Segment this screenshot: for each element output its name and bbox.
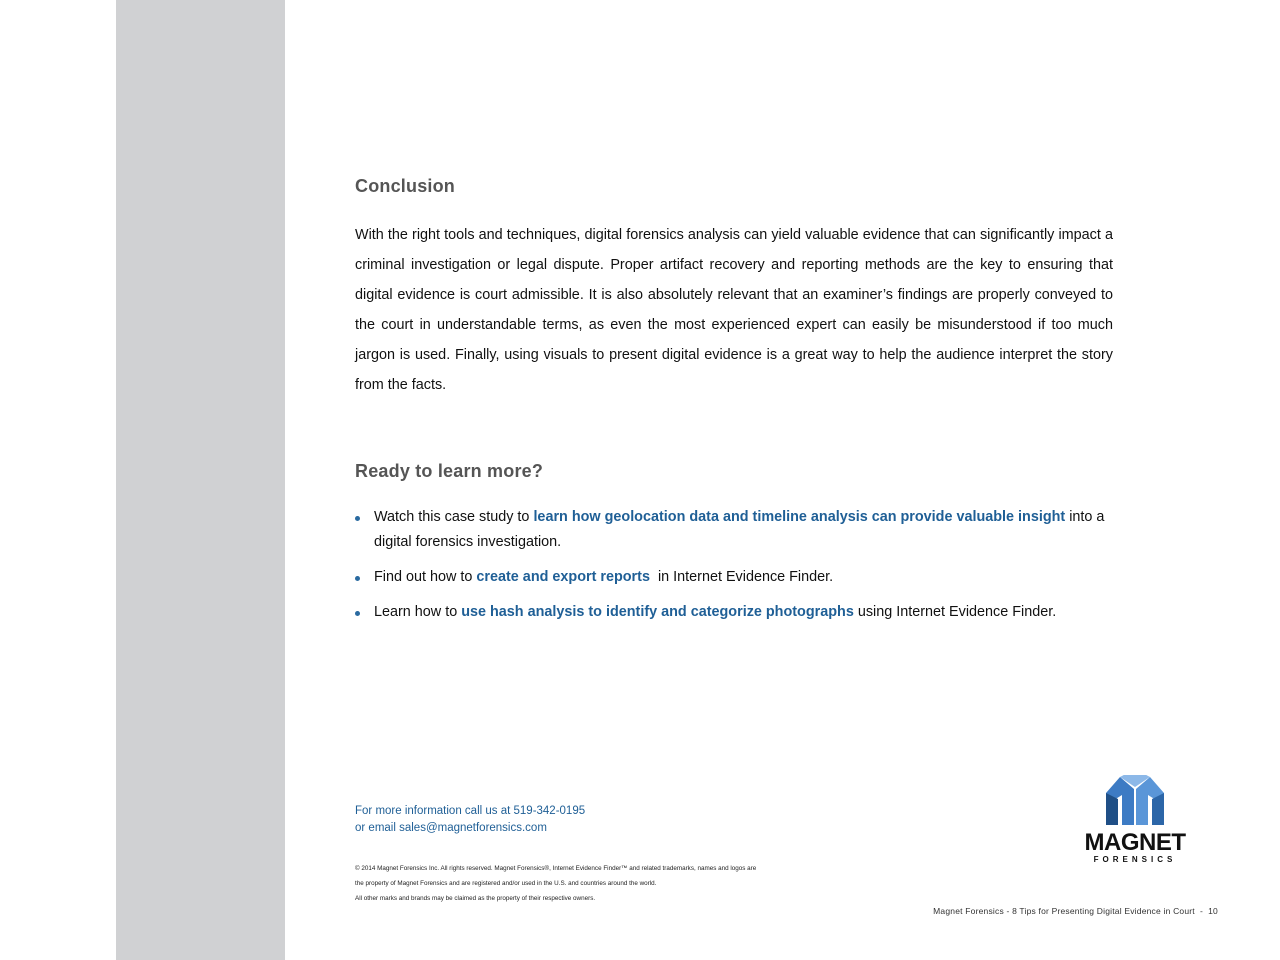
learn-more-list — [355, 505, 1115, 635]
magnet-forensics-logo — [1084, 775, 1186, 867]
bullet-icon — [355, 611, 360, 616]
conclusion-heading: Conclusion — [355, 176, 455, 196]
contact-info — [355, 803, 585, 837]
export-reports-link[interactable]: create and export reports — [476, 569, 650, 585]
page-footer: Magnet Forensics - 8 Tips for Presenting Digital Evidence in Court - 10 — [933, 906, 1218, 916]
logo-wordmark: MAGNET — [1084, 829, 1186, 856]
bullet-icon — [355, 576, 360, 581]
list-item: Find out how to create and export reports in Internet Evidence Finder. — [355, 565, 1115, 590]
hash-analysis-link[interactable]: use hash analysis to identify and categorize photographs — [461, 604, 854, 620]
legal-notice: © 2014 Magnet Forensics Inc. All rights reserved. Magnet Forensics®, Internet Evidence Finder™ and related trademarks, names and logos are the property of Magnet Forensics and are registered and/or used in the U.S. and countries around the world. All other marks and brands may be claimed as the property of their respective owners. — [355, 865, 757, 902]
geolocation-case-study-link[interactable]: learn how geolocation data and timeline analysis can provide valuable insight — [533, 509, 1066, 525]
bullet-icon — [355, 516, 360, 521]
magnet-m-icon — [1084, 775, 1186, 831]
list-item: Learn how to use hash analysis to identify and categorize photographs using Internet Evidence Finder. — [355, 600, 1115, 625]
learn-more-heading: Ready to learn more? — [355, 461, 544, 481]
phone-line: For more information call us at 519-342-0195 — [355, 805, 586, 817]
conclusion-paragraph: With the right tools and techniques, digital forensics analysis can yield valuable evidence that can significantly impact a criminal investigation or legal dispute. Proper artifact recovery and reporting methods are the key to ensuring that digital evidence is court admissible. It is also absolutely relevant that an examiner’s findings are properly conveyed to the court in understandable terms, as even the most experienced expert can easily be misunderstood if too much jargon is used. Finally, using visuals to present digital evidence is a great way to help the audience interpret the story from the facts. — [355, 227, 1113, 393]
list-item: Watch this case study to learn how geolocation data and timeline analysis can provide valuable insight into a digital forensics investigation. — [355, 505, 1115, 555]
left-sidebar-band — [116, 0, 285, 960]
email-line[interactable]: or email sales@magnetforensics.com — [355, 822, 547, 834]
logo-subtitle: FORENSICS — [1093, 855, 1177, 864]
